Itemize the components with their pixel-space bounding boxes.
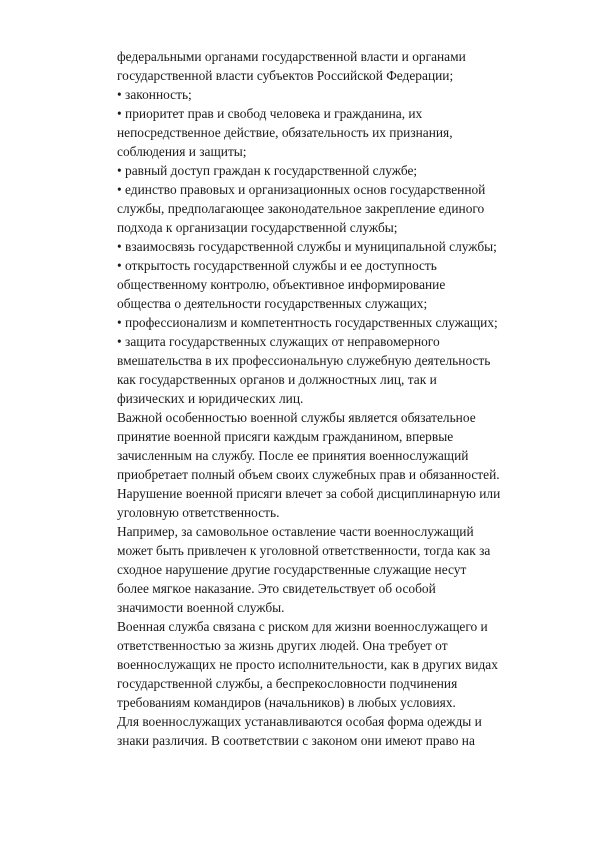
- paragraph-line: может быть привлечен к уголовной ответственности, тогда как за: [117, 543, 491, 558]
- bullet-item: • открытость государственной службы и ее доступность: [117, 258, 437, 273]
- text-line: вмешательства в их профессиональную служебную деятельность: [117, 353, 491, 368]
- paragraph-line: государственной службы, а беспрекословности подчинения: [117, 676, 458, 691]
- text-line: общества о деятельности государственных служащих;: [117, 296, 428, 311]
- paragraph-line: Нарушение военной присяги влечет за собой дисциплинарную или: [117, 486, 501, 501]
- paragraph-line: Военная служба связана с риском для жизни военнослужащего и: [117, 619, 488, 634]
- text-line: службы, предполагающее законодательное закрепление единого: [117, 201, 485, 216]
- paragraph-line: зачисленным на службу. После ее принятия военнослужащий: [117, 448, 469, 463]
- text-line: общественному контролю, объективное информирование: [117, 277, 446, 292]
- text-line: как государственных органов и должностных лиц, так и: [117, 372, 437, 387]
- paragraph-line: сходное нарушение другие государственные служащие несут: [117, 562, 467, 577]
- text-line: соблюдения и защиты;: [117, 144, 247, 159]
- bullet-item: • равный доступ граждан к государственной службе;: [117, 163, 418, 178]
- paragraph-line: требованиям командиров (начальников) в любых условиях.: [117, 695, 456, 710]
- text-line: подхода к организации государственной службы;: [117, 220, 398, 235]
- paragraph-line: приобретает полный объем своих служебных прав и обязанностей.: [117, 467, 500, 482]
- paragraph-line: Важной особенностью военной службы является обязательное: [117, 410, 476, 425]
- bullet-item: • профессионализм и компетентность государственных служащих;: [117, 315, 498, 330]
- paragraph-line: уголовную ответственность.: [117, 505, 280, 520]
- paragraph-line: более мягкое наказание. Это свидетельствует об особой: [117, 581, 436, 596]
- bullet-item: • взаимосвязь государственной службы и муниципальной службы;: [117, 239, 497, 254]
- document-body: [117, 47, 527, 750]
- paragraph-line: знаки различия. В соответствии с законом они имеют право на: [117, 733, 475, 748]
- paragraph-line: Для военнослужащих устанавливаются особая форма одежды и: [117, 714, 482, 729]
- text-line: непосредственное действие, обязательность их признания,: [117, 125, 453, 140]
- text-line: физических и юридических лиц.: [117, 391, 304, 406]
- bullet-item: • защита государственных служащих от неправомерного: [117, 334, 440, 349]
- paragraph-line: военнослужащих не просто исполнительности, как в других видах: [117, 657, 498, 672]
- text-line: государственной власти субъектов Российской Федерации;: [117, 68, 454, 83]
- paragraph-line: значимости военной службы.: [117, 600, 285, 615]
- paragraph-line: ответственностью за жизнь других людей. Она требует от: [117, 638, 448, 653]
- bullet-item: • единство правовых и организационных основ государственной: [117, 182, 486, 197]
- bullet-item: • приоритет прав и свобод человека и гражданина, их: [117, 106, 423, 121]
- paragraph-line: Например, за самовольное оставление части военнослужащий: [117, 524, 474, 539]
- bullet-item: • законность;: [117, 87, 192, 102]
- paragraph-line: принятие военной присяги каждым гражданином, впервые: [117, 429, 454, 444]
- text-line: федеральными органами государственной власти и органами: [117, 49, 466, 64]
